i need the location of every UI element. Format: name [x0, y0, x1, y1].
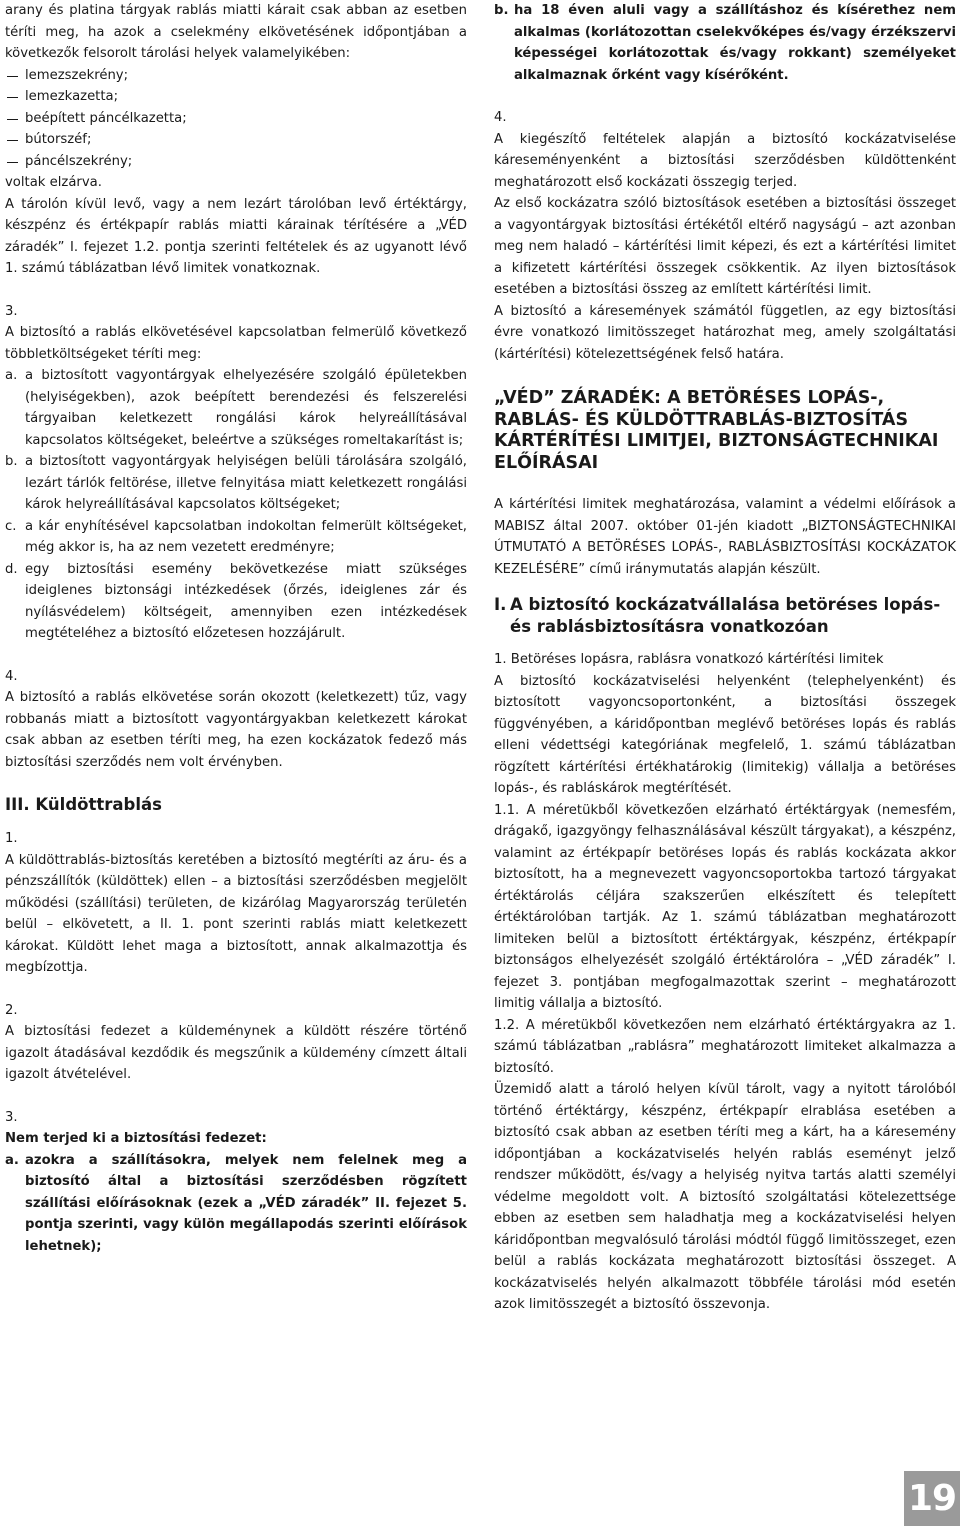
storage-list	[5, 65, 467, 173]
list-label: d.	[5, 561, 18, 577]
list-item	[5, 559, 467, 645]
paragraph-label: 1.2.	[494, 1017, 520, 1033]
list-label: b.	[5, 454, 18, 469]
right-column	[494, 0, 956, 1316]
paragraph-text: A méretükből következően nem elzárható értéktárgyakra az 1. számú táblázatban „rablásra” meghatározott limiteket alkalmazza a biztosító.	[494, 1017, 956, 1076]
list-item: páncélszekrény;	[5, 151, 467, 173]
r4-number: 4.	[494, 110, 507, 125]
list-label: c.	[5, 518, 17, 534]
paragraph-1-2	[494, 1015, 956, 1080]
section-4-number: 4.	[5, 668, 18, 684]
section-i-label: I.	[494, 595, 507, 614]
r4-paragraph-2: Az első kockázatra szóló biztosítások esetében a biztosítási összeget a vagyontárgyak biztosítási értékétől eltérő nagyságú – azt azonban meg nem haladó – kártérítési limit képezi, és ezt a kártérítési limitet a kifizetett kártérítési összegek csökkentik. Az ilyen biztosítások esetében a biztosítási összeg az említett kártérítési limit.	[494, 196, 956, 297]
paragraph-label: 1.1.	[494, 802, 520, 818]
section-4-paragraph: A biztosító a rablás elkövetése során okozott (keletkezett) tűz, vagy robbanás miatt a biztosított vagyontárgyakban keletkezett károkat csak abban az esetben téríti meg, ha ezen kockázatok fedező más biztosítási szerződés nem volt érvényben.	[5, 690, 467, 770]
ved-intro: A kártérítési limitek meghatározása, valamint a védelmi előírások a MABISZ által 2007. október 01-jén kiadott „BIZTONSÁGTECHNIKAI ÚTMUTATÓ A BETÖRÉSES LOPÁS-, RABLÁSBIZTOSÍTÁSI KOCKÁZATOK KEZELÉSÉRE” című iránymutatás alapján készült.	[494, 497, 956, 577]
k2-paragraph: A biztosítási fedezet a küldeménynek a küldött részére történő igazolt átadásával kezdődik és megszűnik a küldemény címzett általi igazolt átvételével.	[5, 1024, 467, 1082]
list-item	[494, 0, 956, 86]
list-item	[5, 1150, 467, 1258]
r4-paragraph-3: A biztosító a káresemények számától független, az egy biztosítási évre vonatkozó limitösszeget határozhat meg, amely szolgáltatási (kártérítési) kötelezettségének felső határa.	[494, 303, 956, 362]
list-item	[5, 516, 467, 559]
list-item: bútorszéf;	[5, 129, 467, 151]
r4-paragraph-1: A kiegészítő feltételek alapján a biztosító kockázatviselése káreseményenként a biztosítási szerződésben küldöttenként meghatározott első kockázati összegig terjed.	[494, 131, 956, 190]
limits-paragraph: A biztosító kockázatviselési helyenként (telephelyenként) és biztosított vagyoncsoportonként, a biztosítási összegek függvényében, a káridőpontban meglévő betöréses lopás és rablás elleni védettségi kategóriának megfelelő, 1. számú táblázatban rögzített kártérítési értékhatárokig (limitekig) vállalja a betöréses lopás-, és rabláskárok megtérítését.	[494, 673, 956, 796]
section-i-title: A biztosító kockázatvállalása betöréses lopás- és rablásbiztosításra vonatkozóan	[510, 595, 941, 636]
list-item: beépített páncélkazetta;	[5, 108, 467, 130]
list-label: a.	[5, 368, 18, 383]
intro-paragraph: arany és platina tárgyak rablás miatti kárait csak abban az esetben téríti meg, ha azok a cselekmény elkövetésének időpontjában a következők felsorolt tárolási helyek valamelyikében:	[5, 3, 467, 61]
left-column	[5, 0, 467, 1257]
list-text: a kár enyhítésével kapcsolatban indokoltan felmerült költségeket, még akkor is, ha az nem vezetett eredményre;	[25, 518, 467, 555]
section-3-intro: A biztosító a rablás elkövetésével kapcsolatban felmerülő következő többletköltségeket téríti meg:	[5, 325, 467, 362]
list-text: azokra a szállításokra, melyek nem felelnek meg a biztosító által a biztosítási szerződésben rögzített szállítási előírásoknak (ezek a „VÉD záradék” II. fejezet 5. pontja szerinti, vagy külön megállapodás szerinti előírások lehetnek);	[25, 1152, 467, 1254]
paragraph-text: A méretükből következően elzárható értéktárgyak (nemesfém, drágakő, igazgyöngy felhasználásával készült tárgyakat), a készpénz, valamint az értékpapír betöréses lopás és rablás kockázata akkor biztosított, ha a megnevezett vagyoncsoportokba tartozó tárgyakat értéktárolás céljára szakszerűen elkészített és telepített értéktárolóban tartják. Az 1. számú táblázatban meghatározott limiteken belül a biztosított értéktárgyak, készpénz, értékpapír biztonságos elhelyezését szolgáló értéktárolóra – „VÉD záradék” I. fejezet 3. pontjában megfogalmazottak szerint – meghatározott limitig vállalja a biztosító.	[494, 802, 956, 1011]
paragraph-1-1	[494, 800, 956, 1015]
paragraph-1-2-continued: Üzemidő alatt a tároló helyen kívül tárolt, vagy a nyitott tárolóból történő értéktárgy, készpénz, értékpapír elrablása esetében a biztosító csak abban az esetben téríti meg a kárt, ha a káresemény időpontjában a kockázatviselés helyén rablás eseményt jelző rendszer működött, és/vagy a helyiség nyitva tartás alatti személyi védelme megoldott volt. A biztosító szolgáltatási kötelezettsége ebben az esetben sem haladhatja meg a kockázatviselési helyen káridőpontban megvalósuló tárolási módtól függő limitösszeget, ezen belül a rablás kockázata meghatározott biztosítási összeget. A kockázatviselés helyén alkalmazott többféle tárolási mód esetén azok limitösszegét a biztosító összevonja.	[494, 1082, 956, 1312]
outside-storage-paragraph: A tárolón kívül levő, vagy a nem lezárt tárolóban levő értéktárgy, készpénz és értékpapír rablás miatti kárainak térítésére a „VÉD záradék” I. fejezet 1.2. pontja szerinti feltételek és az ugyanott lévő 1. számú táblázatban lévő limitek vonatkoznak.	[5, 196, 467, 276]
closed-text: voltak elzárva.	[5, 175, 102, 190]
list-label: a.	[5, 1152, 19, 1168]
page-number: 19	[904, 1471, 960, 1526]
k2-number: 2.	[5, 1002, 18, 1018]
list-text: a biztosított vagyontárgyak helyiségen belüli tárolására szolgáló, lezárt tárlók feltörése, illetve felnyitása miatt keletkezett rongálási károk helyreállításával kapcsolatos költségeket;	[25, 454, 467, 512]
list-text: a biztosított vagyontárgyak elhelyezésére szolgáló épületekben (helyiségekben), azok beépített berendezési és felszerelési tárgyaiban keletkezett rongálási károk helyreállításával kapcsolatos költségeket, beleértve a szükséges romeltakarítást is;	[25, 368, 467, 448]
ved-heading: „VÉD” ZÁRADÉK: A BETÖRÉSES LOPÁS-, RABLÁS- ÉS KÜLDÖTTRABLÁS-BIZTOSÍTÁS KÁRTÉRÍTÉSI LIMITJEI, BIZTONSÁGTECHNIKAI ELŐÍRÁSAI	[494, 388, 939, 473]
list-item: lemezszekrény;	[5, 65, 467, 87]
k3-number: 3.	[5, 1109, 18, 1125]
list-text: egy biztosítási esemény bekövetkezése miatt szükséges ideiglenes biztonsági intézkedések (őrzés, ideiglenes zár és nyílásvédelem) költségeit, amennyiben ezen intézkedések megtételéhez a biztosító előzetesen hozzájárult.	[25, 561, 467, 641]
section-3-list	[5, 365, 467, 645]
list-item	[5, 365, 467, 451]
list-item	[5, 451, 467, 516]
heading-kuldottrablas: III. Küldöttrablás	[5, 795, 162, 814]
list-label: b.	[494, 3, 509, 18]
subheading-limits: 1. Betöréses lopásra, rablásra vonatkozó kártérítési limitek	[494, 652, 884, 667]
section-3-number: 3.	[5, 303, 18, 319]
k1-paragraph: A küldöttrablás-biztosítás keretében a biztosító megtéríti az áru- és a pénzszállítók (küldöttek) ellen – a biztosítási szerződésben megjelölt működési (szállítási) területen, de kizárólag Magyarország területén belül – elkövetett, a II. 1. pont szerinti rablás miatt keletkezett károkat. Küldött lehet maga a biztosított, annak alkalmazottja és megbízottja.	[5, 852, 467, 975]
section-i-heading	[494, 594, 956, 637]
list-text: ha 18 éven aluli vagy a szállításhoz és kísérethez nem alkalmas (korlátozottan cselekvőképes és/vagy érzékszervi képességei korlátozottak és/vagy rokkant) személyeket alkalmaznak őrként vagy kísérőként.	[514, 3, 956, 83]
k3-intro: Nem terjed ki a biztosítási fedezet:	[5, 1131, 267, 1146]
k1-number: 1.	[5, 831, 18, 846]
list-item: lemezkazetta;	[5, 86, 467, 108]
